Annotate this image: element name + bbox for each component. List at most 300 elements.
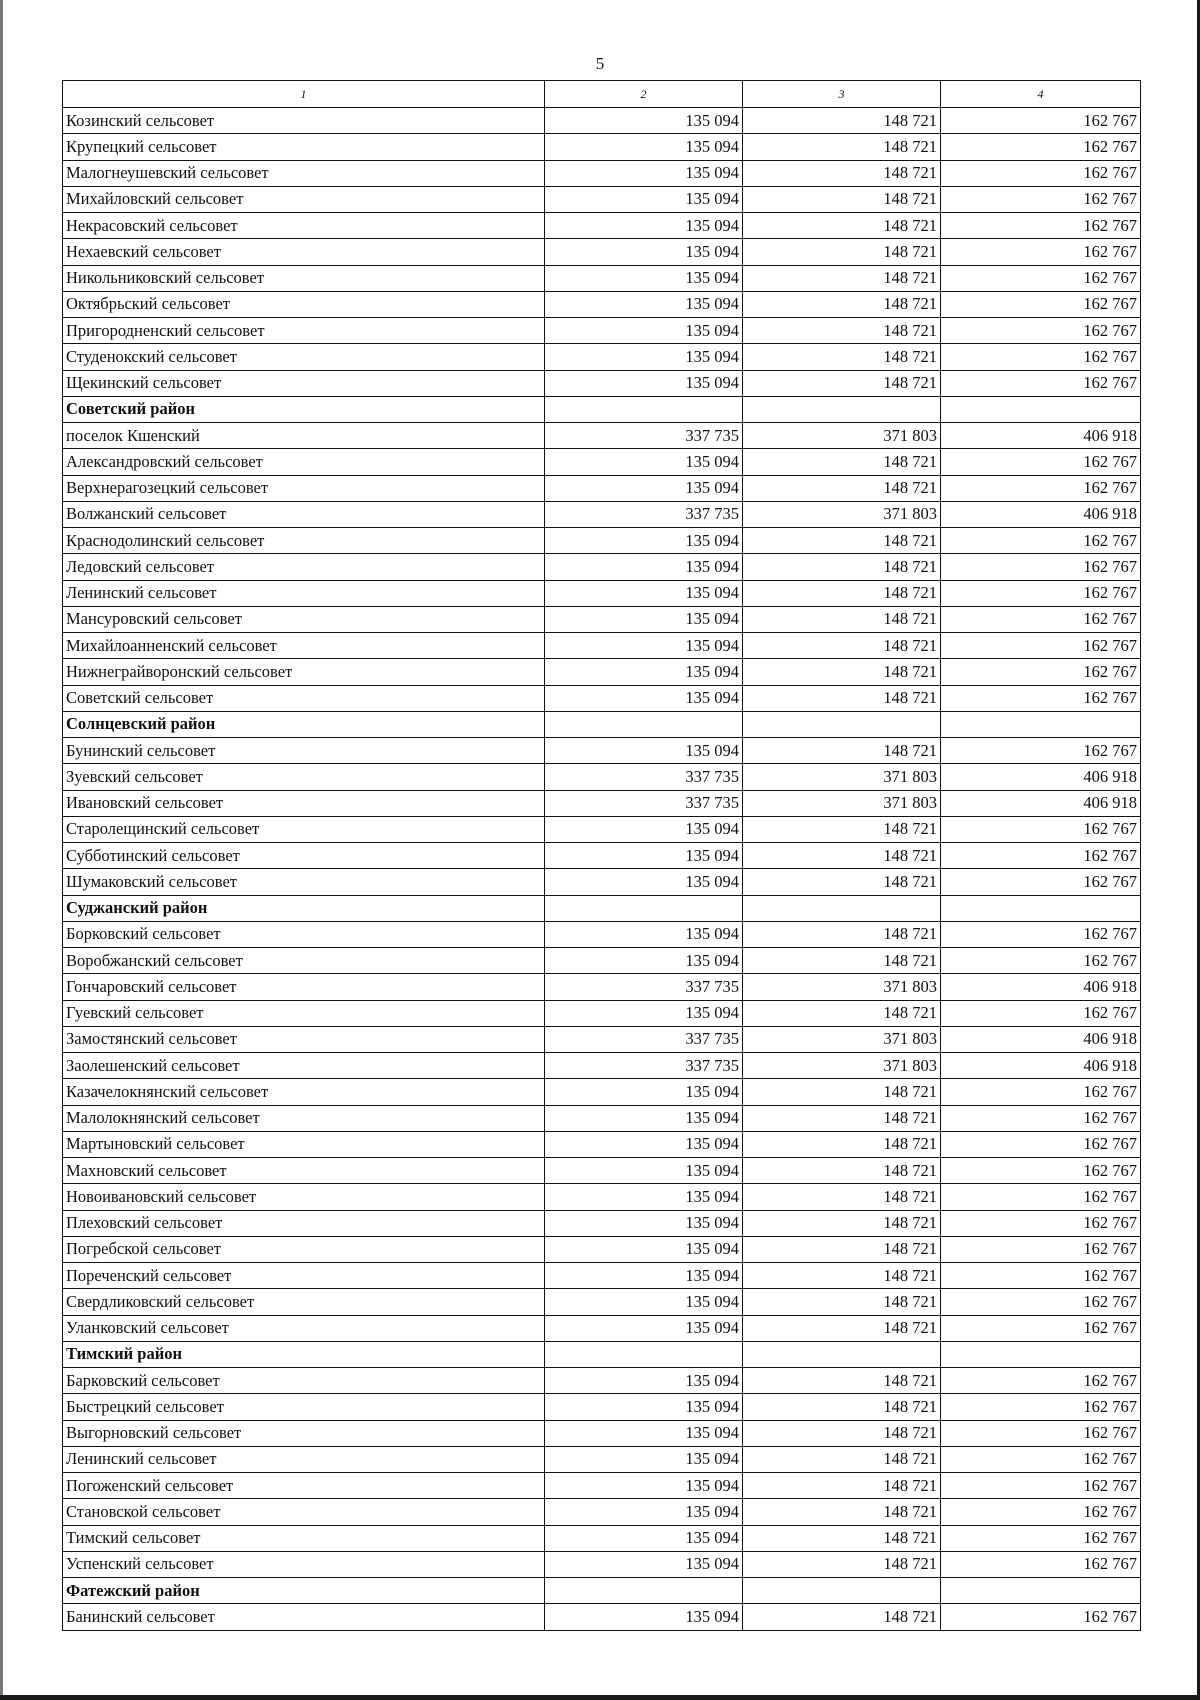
table-row xyxy=(63,1551,1141,1577)
value-cell-col3: 148 721 xyxy=(743,1236,941,1262)
value-cell-col4: 162 767 xyxy=(941,318,1141,344)
value-cell-col4: 162 767 xyxy=(941,1446,1141,1472)
table-row xyxy=(63,318,1141,344)
value-cell-col2: 135 094 xyxy=(545,685,743,711)
table-row xyxy=(63,186,1141,212)
table-row xyxy=(63,265,1141,291)
value-cell-col3: 148 721 xyxy=(743,1525,941,1551)
value-cell-col4: 162 767 xyxy=(941,1158,1141,1184)
value-cell-col2: 135 094 xyxy=(545,1105,743,1131)
value-cell-col2: 135 094 xyxy=(545,1263,743,1289)
table-row xyxy=(63,1473,1141,1499)
value-cell-col2: 135 094 xyxy=(545,1499,743,1525)
value-cell-col4: 162 767 xyxy=(941,1604,1141,1630)
value-cell-col4: 406 918 xyxy=(941,764,1141,790)
settlement-name-cell: Плеховский сельсовет xyxy=(63,1210,545,1236)
value-cell-col3: 148 721 xyxy=(743,921,941,947)
settlement-name-cell: Бунинский сельсовет xyxy=(63,738,545,764)
value-cell-col2: 135 094 xyxy=(545,1079,743,1105)
value-cell-col2: 135 094 xyxy=(545,1420,743,1446)
value-cell-col3: 148 721 xyxy=(743,1158,941,1184)
value-cell-col2: 135 094 xyxy=(545,633,743,659)
value-cell-col4: 162 767 xyxy=(941,1525,1141,1551)
table-row xyxy=(63,948,1141,974)
value-cell-col2: 135 094 xyxy=(545,1131,743,1157)
value-cell-col4: 162 767 xyxy=(941,1079,1141,1105)
table-row xyxy=(63,1420,1141,1446)
settlement-name-cell: Замостянский сельсовет xyxy=(63,1026,545,1052)
table-row xyxy=(63,816,1141,842)
value-cell-col4: 162 767 xyxy=(941,738,1141,764)
settlement-name-cell: Краснодолинский сельсовет xyxy=(63,528,545,554)
value-cell-col4 xyxy=(941,1578,1141,1604)
settlement-name-cell: Ивановский сельсовет xyxy=(63,790,545,816)
value-cell-col3: 148 721 xyxy=(743,449,941,475)
value-cell-col3: 148 721 xyxy=(743,948,941,974)
value-cell-col3: 371 803 xyxy=(743,764,941,790)
value-cell-col2: 135 094 xyxy=(545,318,743,344)
value-cell-col2: 135 094 xyxy=(545,1158,743,1184)
table-row xyxy=(63,1158,1141,1184)
settlement-name-cell: Октябрьский сельсовет xyxy=(63,291,545,317)
value-cell-col2: 135 094 xyxy=(545,1368,743,1394)
value-cell-col4 xyxy=(941,1341,1141,1367)
settlement-name-cell: Старолещинский сельсовет xyxy=(63,816,545,842)
value-cell-col3: 148 721 xyxy=(743,1263,941,1289)
table-row xyxy=(63,1289,1141,1315)
value-cell-col2: 135 094 xyxy=(545,1236,743,1262)
column-number-row xyxy=(63,81,1141,108)
table-row xyxy=(63,1000,1141,1026)
table-row xyxy=(63,1131,1141,1157)
settlement-name-cell: Новоивановский сельсовет xyxy=(63,1184,545,1210)
settlement-name-cell: Гуевский сельсовет xyxy=(63,1000,545,1026)
settlement-name-cell: Заолешенский сельсовет xyxy=(63,1053,545,1079)
table-row xyxy=(63,108,1141,134)
value-cell-col3: 371 803 xyxy=(743,423,941,449)
settlement-name-cell: Выгорновский сельсовет xyxy=(63,1420,545,1446)
value-cell-col3: 148 721 xyxy=(743,160,941,186)
table-row xyxy=(63,685,1141,711)
table-row xyxy=(63,921,1141,947)
table-row xyxy=(63,554,1141,580)
settlement-name-cell: Советский сельсовет xyxy=(63,685,545,711)
value-cell-col2: 135 094 xyxy=(545,1184,743,1210)
value-cell-col3: 148 721 xyxy=(743,843,941,869)
settlement-name-cell: Тимский сельсовет xyxy=(63,1525,545,1551)
settlement-name-cell: Пригородненский сельсовет xyxy=(63,318,545,344)
value-cell-col4: 162 767 xyxy=(941,843,1141,869)
settlement-name-cell: Студенокский сельсовет xyxy=(63,344,545,370)
value-cell-col2: 135 094 xyxy=(545,1000,743,1026)
value-cell-col4: 162 767 xyxy=(941,554,1141,580)
value-cell-col3 xyxy=(743,895,941,921)
value-cell-col3: 148 721 xyxy=(743,1368,941,1394)
value-cell-col3: 148 721 xyxy=(743,344,941,370)
value-cell-col2 xyxy=(545,1341,743,1367)
settlement-name-cell: Борковский сельсовет xyxy=(63,921,545,947)
value-cell-col4: 406 918 xyxy=(941,790,1141,816)
settlement-name-cell: Малолокнянский сельсовет xyxy=(63,1105,545,1131)
table-row xyxy=(63,449,1141,475)
value-cell-col3: 371 803 xyxy=(743,501,941,527)
value-cell-col2: 135 094 xyxy=(545,921,743,947)
value-cell-col4: 162 767 xyxy=(941,239,1141,265)
value-cell-col4: 406 918 xyxy=(941,423,1141,449)
settlement-name-cell: Мансуровский сельсовет xyxy=(63,606,545,632)
value-cell-col4: 162 767 xyxy=(941,1000,1141,1026)
value-cell-col2: 135 094 xyxy=(545,291,743,317)
value-cell-col4: 162 767 xyxy=(941,1499,1141,1525)
value-cell-col2 xyxy=(545,396,743,422)
value-cell-col3 xyxy=(743,1578,941,1604)
value-cell-col3: 148 721 xyxy=(743,1315,941,1341)
value-cell-col4: 162 767 xyxy=(941,1131,1141,1157)
value-cell-col3: 148 721 xyxy=(743,265,941,291)
value-cell-col2: 135 094 xyxy=(545,1394,743,1420)
value-cell-col3 xyxy=(743,1341,941,1367)
value-cell-col2: 135 094 xyxy=(545,1315,743,1341)
value-cell-col3: 148 721 xyxy=(743,1210,941,1236)
value-cell-col3: 148 721 xyxy=(743,816,941,842)
value-cell-col2: 135 094 xyxy=(545,239,743,265)
table-row xyxy=(63,1499,1141,1525)
table-row xyxy=(63,659,1141,685)
table-row xyxy=(63,1105,1141,1131)
value-cell-col4: 162 767 xyxy=(941,449,1141,475)
value-cell-col4: 162 767 xyxy=(941,475,1141,501)
settlement-name-cell: Уланковский сельсовет xyxy=(63,1315,545,1341)
table-row xyxy=(63,1315,1141,1341)
value-cell-col3: 371 803 xyxy=(743,790,941,816)
settlement-name-cell: Никольниковский сельсовет xyxy=(63,265,545,291)
value-cell-col2: 135 094 xyxy=(545,659,743,685)
settlement-name-cell: Пореченский сельсовет xyxy=(63,1263,545,1289)
value-cell-col4: 162 767 xyxy=(941,1551,1141,1577)
value-cell-col4: 162 767 xyxy=(941,1394,1141,1420)
value-cell-col3: 148 721 xyxy=(743,1499,941,1525)
column-header-3: 3 xyxy=(743,81,941,108)
value-cell-col2 xyxy=(545,1578,743,1604)
value-cell-col4 xyxy=(941,396,1141,422)
table-row xyxy=(63,764,1141,790)
value-cell-col2: 135 094 xyxy=(545,475,743,501)
value-cell-col4: 162 767 xyxy=(941,816,1141,842)
value-cell-col2: 135 094 xyxy=(545,160,743,186)
settlement-name-cell: Ленинский сельсовет xyxy=(63,1446,545,1472)
table-row xyxy=(63,1263,1141,1289)
district-row xyxy=(63,895,1141,921)
value-cell-col2: 135 094 xyxy=(545,370,743,396)
value-cell-col3: 148 721 xyxy=(743,1473,941,1499)
value-cell-col3 xyxy=(743,711,941,737)
column-header-1: 1 xyxy=(63,81,545,108)
table-row xyxy=(63,1368,1141,1394)
value-cell-col2: 135 094 xyxy=(545,1210,743,1236)
value-cell-col4: 162 767 xyxy=(941,633,1141,659)
table-body xyxy=(63,108,1141,1631)
value-cell-col2: 135 094 xyxy=(545,1525,743,1551)
settlement-name-cell: Ленинский сельсовет xyxy=(63,580,545,606)
value-cell-col4: 162 767 xyxy=(941,580,1141,606)
district-row xyxy=(63,1341,1141,1367)
district-name-cell: Советский район xyxy=(63,396,545,422)
table-row xyxy=(63,633,1141,659)
settlement-name-cell: Свердликовский сельсовет xyxy=(63,1289,545,1315)
value-cell-col2: 337 735 xyxy=(545,1053,743,1079)
value-cell-col3: 148 721 xyxy=(743,1079,941,1105)
value-cell-col3: 148 721 xyxy=(743,1394,941,1420)
value-cell-col3: 371 803 xyxy=(743,1053,941,1079)
value-cell-col4: 162 767 xyxy=(941,528,1141,554)
value-cell-col4: 162 767 xyxy=(941,1289,1141,1315)
value-cell-col2: 337 735 xyxy=(545,1026,743,1052)
value-cell-col3: 148 721 xyxy=(743,475,941,501)
value-cell-col4: 162 767 xyxy=(941,134,1141,160)
table-row xyxy=(63,974,1141,1000)
page-edge-left xyxy=(0,0,3,1700)
value-cell-col4: 162 767 xyxy=(941,1263,1141,1289)
settlement-name-cell: Малогнеушевский сельсовет xyxy=(63,160,545,186)
value-cell-col2: 135 094 xyxy=(545,186,743,212)
value-cell-col3: 148 721 xyxy=(743,738,941,764)
settlement-name-cell: Александровский сельсовет xyxy=(63,449,545,475)
value-cell-col4: 162 767 xyxy=(941,1184,1141,1210)
value-cell-col4: 162 767 xyxy=(941,1473,1141,1499)
table-row xyxy=(63,1236,1141,1262)
value-cell-col4: 162 767 xyxy=(941,160,1141,186)
value-cell-col3: 148 721 xyxy=(743,1105,941,1131)
value-cell-col2: 135 094 xyxy=(545,265,743,291)
value-cell-col3: 148 721 xyxy=(743,1446,941,1472)
value-cell-col2: 135 094 xyxy=(545,1289,743,1315)
value-cell-col2: 135 094 xyxy=(545,554,743,580)
value-cell-col4: 162 767 xyxy=(941,1368,1141,1394)
settlement-name-cell: Некрасовский сельсовет xyxy=(63,213,545,239)
district-name-cell: Фатежский район xyxy=(63,1578,545,1604)
value-cell-col3: 148 721 xyxy=(743,1551,941,1577)
table-row xyxy=(63,869,1141,895)
value-cell-col3: 148 721 xyxy=(743,528,941,554)
district-name-cell: Суджанский район xyxy=(63,895,545,921)
value-cell-col2: 337 735 xyxy=(545,764,743,790)
value-cell-col4: 406 918 xyxy=(941,974,1141,1000)
table-row xyxy=(63,1026,1141,1052)
value-cell-col3: 148 721 xyxy=(743,554,941,580)
settlement-name-cell: Субботинский сельсовет xyxy=(63,843,545,869)
value-cell-col4: 162 767 xyxy=(941,948,1141,974)
value-cell-col3: 148 721 xyxy=(743,869,941,895)
table-row xyxy=(63,580,1141,606)
settlement-name-cell: Нижнеграйворонский сельсовет xyxy=(63,659,545,685)
settlement-name-cell: Погребской сельсовет xyxy=(63,1236,545,1262)
value-cell-col4: 162 767 xyxy=(941,291,1141,317)
value-cell-col4: 162 767 xyxy=(941,1420,1141,1446)
settlement-name-cell: Гончаровский сельсовет xyxy=(63,974,545,1000)
table-row xyxy=(63,370,1141,396)
table-row xyxy=(63,1079,1141,1105)
value-cell-col3: 148 721 xyxy=(743,606,941,632)
table-row xyxy=(63,213,1141,239)
settlement-name-cell: Михайловский сельсовет xyxy=(63,186,545,212)
table-row xyxy=(63,1053,1141,1079)
value-cell-col2: 135 094 xyxy=(545,1473,743,1499)
value-cell-col4: 162 767 xyxy=(941,869,1141,895)
value-cell-col3: 148 721 xyxy=(743,291,941,317)
table-row xyxy=(63,239,1141,265)
value-cell-col4: 162 767 xyxy=(941,108,1141,134)
value-cell-col3: 371 803 xyxy=(743,974,941,1000)
value-cell-col2: 135 094 xyxy=(545,213,743,239)
value-cell-col2: 135 094 xyxy=(545,948,743,974)
value-cell-col3: 148 721 xyxy=(743,186,941,212)
settlement-name-cell: Погоженский сельсовет xyxy=(63,1473,545,1499)
value-cell-col2: 135 094 xyxy=(545,606,743,632)
value-cell-col2: 337 735 xyxy=(545,423,743,449)
settlement-name-cell: Барковский сельсовет xyxy=(63,1368,545,1394)
value-cell-col3: 148 721 xyxy=(743,370,941,396)
table-row xyxy=(63,501,1141,527)
value-cell-col4: 162 767 xyxy=(941,921,1141,947)
value-cell-col4: 162 767 xyxy=(941,1105,1141,1131)
column-header-2: 2 xyxy=(545,81,743,108)
value-cell-col4: 162 767 xyxy=(941,344,1141,370)
settlement-name-cell: Нехаевский сельсовет xyxy=(63,239,545,265)
table-row xyxy=(63,1210,1141,1236)
settlement-name-cell: Махновский сельсовет xyxy=(63,1158,545,1184)
value-cell-col2: 135 094 xyxy=(545,816,743,842)
settlement-name-cell: Быстрецкий сельсовет xyxy=(63,1394,545,1420)
table-row xyxy=(63,344,1141,370)
value-cell-col2 xyxy=(545,711,743,737)
value-cell-col2: 337 735 xyxy=(545,790,743,816)
district-row xyxy=(63,396,1141,422)
value-cell-col4: 406 918 xyxy=(941,501,1141,527)
allocation-table xyxy=(62,80,1141,1631)
value-cell-col2: 135 094 xyxy=(545,1446,743,1472)
value-cell-col4 xyxy=(941,895,1141,921)
column-header-4: 4 xyxy=(941,81,1141,108)
value-cell-col4: 162 767 xyxy=(941,1315,1141,1341)
settlement-name-cell: Ледовский сельсовет xyxy=(63,554,545,580)
settlement-name-cell: Успенский сельсовет xyxy=(63,1551,545,1577)
district-row xyxy=(63,1578,1141,1604)
value-cell-col4: 162 767 xyxy=(941,1236,1141,1262)
settlement-name-cell: Крупецкий сельсовет xyxy=(63,134,545,160)
value-cell-col2: 135 094 xyxy=(545,449,743,475)
value-cell-col3: 148 721 xyxy=(743,1604,941,1630)
value-cell-col3: 148 721 xyxy=(743,685,941,711)
settlement-name-cell: Михайлоанненский сельсовет xyxy=(63,633,545,659)
value-cell-col4: 162 767 xyxy=(941,213,1141,239)
value-cell-col2: 135 094 xyxy=(545,134,743,160)
value-cell-col2: 135 094 xyxy=(545,843,743,869)
settlement-name-cell: Щекинский сельсовет xyxy=(63,370,545,396)
settlement-name-cell: Волжанский сельсовет xyxy=(63,501,545,527)
settlement-name-cell: Банинский сельсовет xyxy=(63,1604,545,1630)
value-cell-col3: 148 721 xyxy=(743,633,941,659)
table-row xyxy=(63,528,1141,554)
district-name-cell: Тимский район xyxy=(63,1341,545,1367)
value-cell-col4: 406 918 xyxy=(941,1053,1141,1079)
table-row xyxy=(63,790,1141,816)
table-row xyxy=(63,1184,1141,1210)
value-cell-col2: 135 094 xyxy=(545,1604,743,1630)
value-cell-col4: 162 767 xyxy=(941,265,1141,291)
value-cell-col4: 162 767 xyxy=(941,685,1141,711)
value-cell-col3: 148 721 xyxy=(743,108,941,134)
value-cell-col2: 135 094 xyxy=(545,580,743,606)
value-cell-col2: 135 094 xyxy=(545,869,743,895)
value-cell-col3: 148 721 xyxy=(743,1131,941,1157)
table-row xyxy=(63,1525,1141,1551)
page-number: 5 xyxy=(595,54,605,73)
value-cell-col3: 148 721 xyxy=(743,1289,941,1315)
value-cell-col4: 162 767 xyxy=(941,186,1141,212)
table-row xyxy=(63,291,1141,317)
district-name-cell: Солнцевский район xyxy=(63,711,545,737)
value-cell-col3: 148 721 xyxy=(743,318,941,344)
table-row xyxy=(63,160,1141,186)
table-row xyxy=(63,423,1141,449)
value-cell-col2: 135 094 xyxy=(545,528,743,554)
value-cell-col2 xyxy=(545,895,743,921)
settlement-name-cell: Воробжанский сельсовет xyxy=(63,948,545,974)
table-row xyxy=(63,1394,1141,1420)
settlement-name-cell: Верхнерагозецкий сельсовет xyxy=(63,475,545,501)
value-cell-col3: 148 721 xyxy=(743,580,941,606)
table-row xyxy=(63,843,1141,869)
value-cell-col4: 162 767 xyxy=(941,370,1141,396)
district-row xyxy=(63,711,1141,737)
value-cell-col3: 148 721 xyxy=(743,1184,941,1210)
value-cell-col2: 135 094 xyxy=(545,1551,743,1577)
settlement-name-cell: Козинский сельсовет xyxy=(63,108,545,134)
value-cell-col2: 337 735 xyxy=(545,974,743,1000)
value-cell-col3: 148 721 xyxy=(743,213,941,239)
page-edge-bottom xyxy=(0,1695,1200,1700)
value-cell-col3: 148 721 xyxy=(743,659,941,685)
value-cell-col3: 148 721 xyxy=(743,239,941,265)
table-row xyxy=(63,606,1141,632)
table-row xyxy=(63,134,1141,160)
settlement-name-cell: Шумаковский сельсовет xyxy=(63,869,545,895)
value-cell-col4: 162 767 xyxy=(941,606,1141,632)
value-cell-col3: 148 721 xyxy=(743,1000,941,1026)
table-row xyxy=(63,1604,1141,1630)
value-cell-col3 xyxy=(743,396,941,422)
settlement-name-cell: поселок Кшенский xyxy=(63,423,545,449)
table-row xyxy=(63,475,1141,501)
settlement-name-cell: Зуевский сельсовет xyxy=(63,764,545,790)
table-row xyxy=(63,1446,1141,1472)
value-cell-col2: 337 735 xyxy=(545,501,743,527)
value-cell-col3: 148 721 xyxy=(743,1420,941,1446)
value-cell-col2: 135 094 xyxy=(545,108,743,134)
value-cell-col3: 371 803 xyxy=(743,1026,941,1052)
table-row xyxy=(63,738,1141,764)
value-cell-col4: 162 767 xyxy=(941,659,1141,685)
value-cell-col4: 406 918 xyxy=(941,1026,1141,1052)
value-cell-col4: 162 767 xyxy=(941,1210,1141,1236)
settlement-name-cell: Становской сельсовет xyxy=(63,1499,545,1525)
settlement-name-cell: Мартыновский сельсовет xyxy=(63,1131,545,1157)
settlement-name-cell: Казачелокнянский сельсовет xyxy=(63,1079,545,1105)
value-cell-col3: 148 721 xyxy=(743,134,941,160)
value-cell-col2: 135 094 xyxy=(545,738,743,764)
value-cell-col4 xyxy=(941,711,1141,737)
value-cell-col2: 135 094 xyxy=(545,344,743,370)
